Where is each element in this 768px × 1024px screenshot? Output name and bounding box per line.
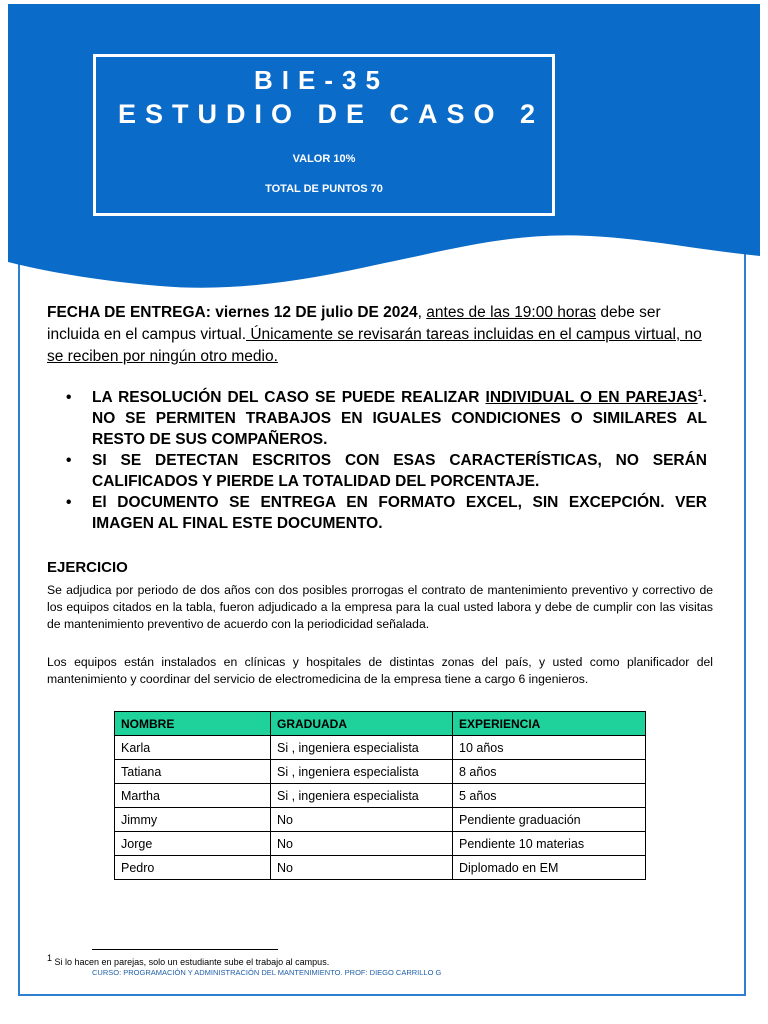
table-row — [115, 784, 646, 808]
rule-2-text: SI SE DETECTAN ESCRITOS CON ESAS CARACTERÍSTICAS, NO SERÁN CALIFICADOS Y PIERDE LA TOTALIDAD DEL PORCENTAJE. — [92, 452, 707, 490]
table-row — [115, 832, 646, 856]
cell-experiencia: Diplomado en EM — [453, 856, 646, 880]
column-header-experiencia: EXPERIENCIA — [453, 712, 646, 736]
exercise-paragraph-1: Se adjudica por periodo de dos años con dos posibles prorrogas el contrato de mantenimiento preventivo y correctivo de los equipos citados en la tabla, fueron adjudicado a la empresa para la cual usted labora y debe de cumplir con las visitas de mantenimiento preventivo de acuerdo con la periodicidad señalada. — [47, 583, 713, 631]
course-footer: CURSO: PROGRAMACIÓN Y ADMINISTRACIÓN DEL MANTENIMIENTO. PROF: DIEGO CARRILLO G — [92, 968, 442, 977]
footnote-ref: 1 — [697, 387, 703, 398]
title-box — [93, 54, 555, 216]
bullet-icon: • — [66, 494, 72, 511]
rule-1-underlined: INDIVIDUAL O EN PAREJAS — [485, 389, 698, 406]
rule-item — [47, 387, 707, 450]
cell-nombre: Tatiana — [115, 760, 271, 784]
cell-nombre: Jorge — [115, 832, 271, 856]
exercise-heading: EJERCICIO — [47, 559, 128, 576]
due-date-paragraph — [47, 302, 707, 368]
cell-nombre: Pedro — [115, 856, 271, 880]
cell-experiencia: 10 años — [453, 736, 646, 760]
cell-nombre: Karla — [115, 736, 271, 760]
due-date-comma: , — [417, 304, 427, 321]
table-row — [115, 808, 646, 832]
table-row — [115, 736, 646, 760]
table-row — [115, 760, 646, 784]
cell-graduada: Si , ingeniera especialista — [271, 736, 453, 760]
table-row — [115, 856, 646, 880]
total-points: TOTAL DE PUNTOS 70 — [265, 183, 383, 195]
campus-only-note: Únicamente se revisarán tareas incluidas en el campus virtual, no se reciben por ningún otro medio. — [47, 326, 702, 365]
rule-1-text-a: LA RESOLUCIÓN DEL CASO SE PUEDE REALIZAR — [92, 389, 486, 406]
cell-graduada: Si , ingeniera especialista — [271, 760, 453, 784]
engineers-table — [114, 711, 646, 880]
table-header-row — [115, 712, 646, 736]
rule-1-text-c: . NO SE PERMITEN TRABAJOS EN IGUALES CONDICIONES O SIMILARES AL RESTO DE SUS COMPAÑEROS. — [92, 389, 707, 448]
footnote-text: Si lo hacen en parejas, solo un estudiante sube el trabajo al campus. — [52, 957, 330, 967]
due-time: antes de las 19:00 horas — [426, 304, 597, 321]
cell-nombre: Martha — [115, 784, 271, 808]
rule-item — [47, 450, 707, 492]
rule-3-text: El DOCUMENTO SE ENTREGA EN FORMATO EXCEL, SIN EXCEPCIÓN. VER IMAGEN AL FINAL ESTE DOCUMENTO. — [92, 494, 707, 532]
cell-graduada: No — [271, 856, 453, 880]
cell-graduada: Si , ingeniera especialista — [271, 784, 453, 808]
cell-graduada: No — [271, 832, 453, 856]
column-header-graduada: GRADUADA — [271, 712, 453, 736]
course-code: BIE-35 — [254, 65, 389, 95]
footnote — [47, 953, 330, 967]
due-date-label: FECHA DE ENTREGA: viernes 12 DE julio DE 2024 — [47, 304, 418, 321]
case-study-title: ESTUDIO DE CASO 2 — [118, 99, 545, 129]
bullet-icon: • — [66, 452, 72, 469]
cell-experiencia: Pendiente 10 materias — [453, 832, 646, 856]
rules-list — [47, 387, 707, 534]
value-percent: VALOR 10% — [292, 153, 356, 165]
rule-item — [47, 492, 707, 534]
column-header-nombre: NOMBRE — [115, 712, 271, 736]
cell-experiencia: Pendiente graduación — [453, 808, 646, 832]
footnote-separator — [92, 949, 278, 950]
due-date-rest: debe ser incluida en el campus virtual. — [47, 304, 661, 343]
cell-experiencia: 8 años — [453, 760, 646, 784]
footnote-mark: 1 — [47, 953, 53, 963]
cell-experiencia: 5 años — [453, 784, 646, 808]
exercise-paragraph-2: Los equipos están instalados en clínicas y hospitales de distintas zonas del país, y usted como planificador del mantenimiento y coordinar del servicio de electromedicina de la empresa tiene a cargo 6 ingenieros. — [47, 655, 713, 686]
cell-nombre: Jimmy — [115, 808, 271, 832]
bullet-icon: • — [66, 389, 72, 406]
cell-graduada: No — [271, 808, 453, 832]
